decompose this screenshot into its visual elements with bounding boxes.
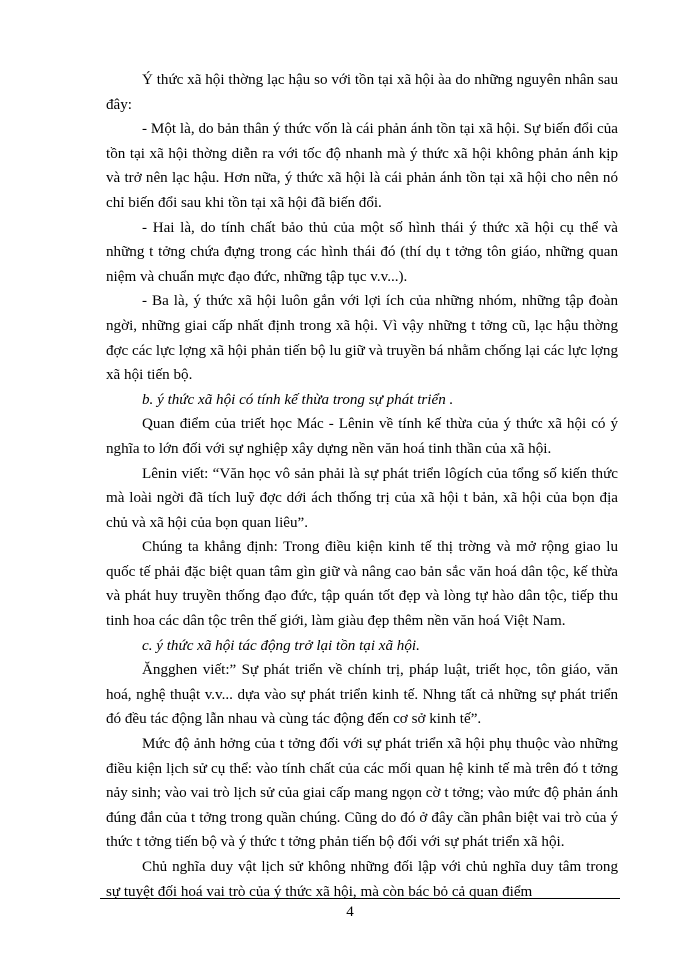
- body-text: [106, 68, 618, 904]
- paragraph-reason-2: - Hai là, do tính chất bảo thủ của một số hình thái ý thức xã hội cụ thể và những t tởng chứa đựng trong các hình thái đó (thí dụ t tởng tôn giáo, những quan niệm và chuẩn mực đạo đức, những tập tục v.v...).: [106, 219, 618, 285]
- paragraph-materialism: Chủ nghĩa duy vật lịch sử không những đối lập với chủ nghĩa duy tâm trong sự tuyệt đối hoá vai trò của ý thức xã hội, mà còn bác bỏ cả quan điểm: [106, 859, 618, 900]
- section-heading-b: b. ý thức xã hội có tính kế thừa trong sự phát triển .: [142, 391, 454, 408]
- paragraph-intro: Ý thức xã hội thờng lạc hậu so với tồn tại xã hội àa do những nguyên nhân sau đây:: [106, 72, 618, 113]
- footer-divider: [100, 898, 620, 899]
- paragraph-inheritance: Quan điểm của triết học Mác - Lênin về tính kế thừa của ý thức xã hội có ý nghĩa to lớn đối với sự nghiệp xây dựng nền văn hoá tinh thần của xã hội.: [106, 416, 618, 457]
- paragraph-engels-quote: Ăngghen viết:” Sự phát triển về chính trị, pháp luật, triết học, tôn giáo, văn hoá, nghệ thuật v.v... dựa vào sự phát triển kinh tế. Nhng tất cả những sự phát triển đó đều tác động lẫn nhau và cùng tác động đến cơ sở kinh tế”.: [106, 662, 618, 728]
- paragraph-lenin-quote: Lênin viết: “Văn học vô sản phải là sự phát triển lôgích của tổng số kiến thức mà loài ngời đã tích luỹ đợc dới ách thống trị của xã hội t bản, xã hội của bọn địa chủ và xã hội của bọn quan liêu”.: [106, 465, 618, 531]
- page-number: 4: [346, 904, 354, 920]
- paragraph-influence: Mức độ ảnh hởng của t tởng đối với sự phát triển xã hội phụ thuộc vào những điều kiện lịch sử cụ thể: vào tính chất của các mối quan hệ kinh tế mà trên đó t tởng nảy sinh; vào vai trò lịch sử của giai cấp mang ngọn cờ t tởng; vào mức độ phản ánh đúng đắn của t tởng trong quần chúng. Cũng do đó ở đây cần phân biệt vai trò của ý thức t tởng tiến bộ và ý thức t tởng phản tiến bộ đối với sự phát triển xã hội.: [106, 736, 618, 851]
- paragraph-reason-1: - Một là, do bản thân ý thức vốn là cái phản ánh tồn tại xã hội. Sự biến đổi của tồn tại xã hội thờng diễn ra với tốc độ nhanh mà ý thức xã hội không phản ánh kịp và trở nên lạc hậu. Hơn nữa, ý thức xã hội là cái phản ánh tồn tại xã hội cho nên nó chỉ biến đổi sau khi tồn tại xã hội đã biến đổi.: [106, 121, 618, 211]
- paragraph-affirmation: Chúng ta khẳng định: Trong điều kiện kinh tế thị trờng và mở rộng giao lu quốc tế phải đặc biệt quan tâm gìn giữ và nâng cao bản sắc văn hoá dân tộc, kế thừa và phát huy truyền thống đạo đức, tập quán tốt đẹp và lòng tự hào dân tộc, tiếp thu tinh hoa các dân tộc trên thế giới, làm giàu đẹp thêm nền văn hoá Việt Nam.: [106, 539, 618, 630]
- section-heading-c: c. ý thức xã hội tác động trở lại tồn tại xã hội.: [142, 637, 420, 654]
- paragraph-reason-3: - Ba là, ý thức xã hội luôn gắn với lợi ích của những nhóm, những tập đoàn ngời, những giai cấp nhất định trong xã hội. Vì vậy những t tởng cũ, lạc hậu thờng đợc các lực lợng xã hội phản tiến bộ lu giữ và truyền bá nhằm chống lại các lực lợng xã hội tiến bộ.: [106, 293, 618, 384]
